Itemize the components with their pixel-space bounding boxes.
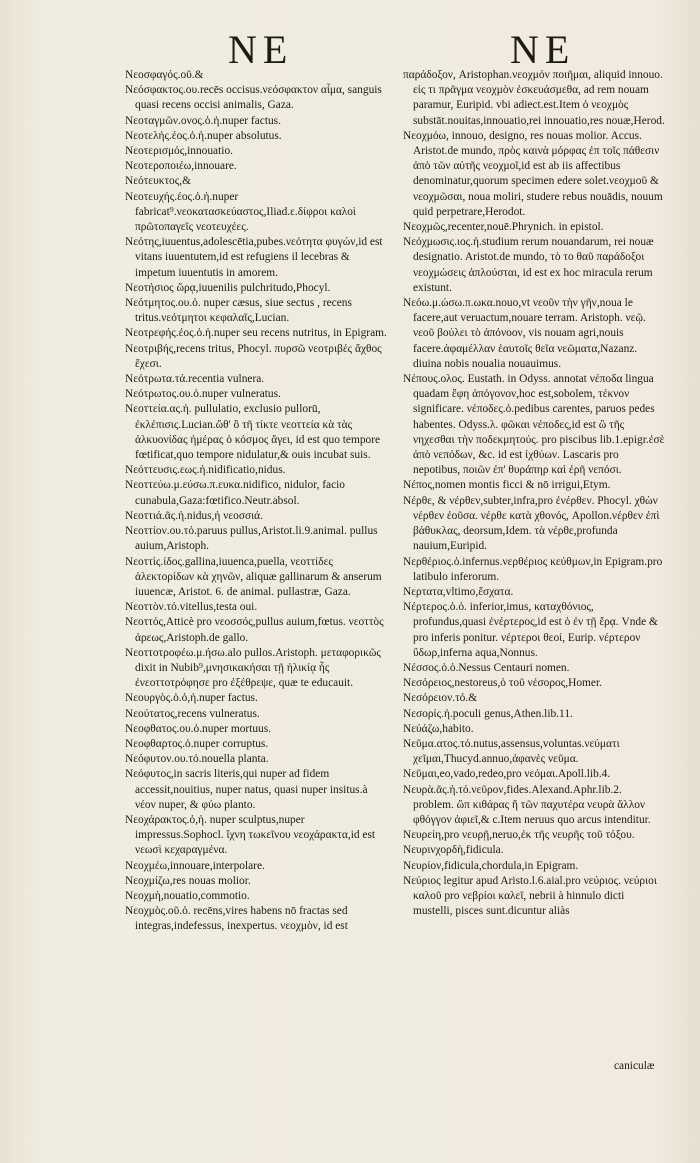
dictionary-entry: Νεόσφακτος.ου.recēs occisus.νεόσφακτον αἷμα, sanguis quasi recens occisi animalis, Gaza. — [125, 84, 382, 112]
dictionary-entry: Νεότρωτα.τά.recentia vulnera. — [125, 373, 265, 386]
dictionary-entry: Νέπους.ολος. Eustath. in Odyss. annotat νέποδα lingua quadam ἔφη ἀπόγονον,hoc est,sobolem, τέκνον significare. νέποδες.ὁ.pedibus carentes, paruos pedes habentes. Odyss.λ. φῶκαι νέποδες,id est ὢ τῆς νηχεσθαι τὴν ποδεκμητούς. pro piscibus lib.1.epigr.ἐσὲ ἀπὸ νεπόδων, &c. id est ἰχθύων. Lascaris pro nepotibus, ποιῶν ἐπ' θυράπηρ καὶ ἐρῆ νεπόσι. — [403, 373, 665, 477]
dictionary-entry: Νεοττός,Atticè pro νεοσσός,pullus auium,fœtus. νεοττὸς ἀρεως,Aristoph.de gallo. — [125, 616, 384, 644]
dictionary-entry: Νεούτατος,recens vulneratus. — [125, 707, 260, 720]
dictionary-entry: Νεοττίον.ου.τό.paruus pullus,Aristot.li.9.animal. pullus auium,Aristoph. — [125, 525, 378, 553]
dictionary-entry: Νεσορίς.ἡ.poculi genus,Athen.lib.11. — [403, 707, 573, 720]
dictionary-entry: Νεοττεία.ας.ἡ. pullulatio, exclusio pullorū, ἐκλέπισις.Lucian.ὥθ' ὃ τῆ τίκτε νεοττεία κὰ τὰς ἀλκυονίδας ἡμέρας ὁ κόσμος ἄγει, id est quo tempore fœtificat,quo tempore nidulatur,& ouis incubat suis. — [125, 403, 381, 462]
dictionary-entry: Νεοχμόω, innouo, designo, res nouas molior. Accus. Aristot.de mundo, πρὸς καινὰ μόρφας ἐπ τοῖς πάθεσιν ἀπὸ τῶν αὐτῆς νεοχμοῖ,id est ab iis affectibus denominatur,quorum specimen edere solet.νεοχμοῦ & νεοχμῶσαι, noua moliri, studere rebus nouādis, nouum quid perpetrare,Herodot. — [403, 129, 663, 218]
left-column — [125, 68, 387, 935]
dictionary-entry: Νεοττοτροφέω.μ.ήσω.alo pullos.Aristoph. μεταφορικῶς dixit in Nubib⁹,μνησικακήσαι τῇ ἡλικίᾳ ἧς ἐνεοττοτρόφησε pro ἐξέθρεψε, quæ te educauit. — [125, 646, 381, 690]
dictionary-entry: Νεῦμα.ατος.τό.nutus,assensus,voluntas.νεύματι χεῖμαι,Thucyd.annuo,ἀφανὲς νεῦμα. — [403, 737, 620, 766]
dictionary-entry: Νεοφθαρτος.ὁ.nuper corruptus. — [125, 737, 269, 750]
dictionary-entry: Νεότης,iuuentus,adolescētia,pubes.νεότητα φυγών,id est vitans iuuentutem,id est refugiens il lecebras & impetum iuuentutis in amorem. — [125, 236, 383, 279]
dictionary-entry: Νεοτήσιος ὥρᾳ,iuuenilis pulchritudo,Phocyl. — [125, 281, 331, 294]
dictionary-entry: Νεσόρειον.τό.& — [403, 692, 478, 705]
dictionary-entry: Νεοτελής.έος.ὁ.ἡ.nuper absolutus. — [125, 129, 282, 142]
dictionary-entry: Νέρτερος.ὁ.ὁ. inferior,imus, καταχθόνιος, profundus,quasi ἐνέρτερος,id est ὁ ἐν τῇ ἔρᾳ. Vnde & pro inferis ponitur. νέρτεροι θεοί, Eurip. νέρτερον ὕδωρ,inferna aqua,Nonnus. — [403, 601, 658, 659]
header-left: NE — [228, 27, 294, 72]
right-column — [403, 68, 665, 919]
dictionary-entry: Νερθέριος.ὁ.infernus.νερθέριος κεύθμων,in Epigram.pro latibulo inferorum. — [403, 555, 663, 583]
dictionary-entry: Νεοχμῶς,recenter,nouē.Phrynich. in epistol. — [403, 221, 604, 234]
dictionary-entry: Νεοχμίζω,res nouas molior. — [125, 874, 251, 887]
dictionary-entry: Νεοτερισμός,innouatio. — [125, 145, 233, 158]
header-right: NE — [510, 27, 576, 72]
dictionary-entry: Νευρὰ.ᾶς.ἡ.τό.νεῦρον,fides.Alexand.Aphr.lib.2. problem. ὥπ κιθάρας ἤ τῶν παχυτέρα νευρὰ ἄλλον φθόγγον ἀφιεῖ,& c.Item neruus quo arcus intenditur. — [403, 783, 651, 826]
dictionary-entry: Νεσόρειος,nestoreus,ὁ τοῦ νέσορος,Homer. — [403, 677, 602, 690]
dictionary-entry: Νέπος,nomen montis ficci & nō irrigui,Etym. — [403, 479, 611, 492]
dictionary-entry: Νεότευκτος,& — [125, 175, 191, 188]
dictionary-entry: Νεοχμέω,innouare,interpolare. — [125, 859, 265, 872]
dictionary-entry: Νεοτευχής.έος.ὁ.ἡ.nuper fabricat⁹.νεοκατασκεύαστος,Iliad.ε.δίφροι καλοὶ πρῶτοπαγεῖς νεοτευχέες. — [125, 190, 356, 234]
dictionary-entry: Νεουργὸς.ὁ.ὁ,ἡ.nuper factus. — [125, 692, 258, 705]
dictionary-entry: Νερτατα,vltimo,ἔσχατα. — [403, 585, 514, 598]
dictionary-entry: Νεόττευσις.εως.ἡ.nidificatio,nidus. — [125, 464, 286, 477]
dictionary-entry: Νεοχμὴ,nouatio,commotio. — [125, 889, 250, 902]
dictionary-entry: Νεότμητος.ου.ὁ. nuper cæsus, siue sectus , recens tritus.νεότμητοι κεφαλαῖς,Lucian. — [125, 297, 352, 325]
dictionary-entry: Νευρινχορδὴ,fidicula. — [403, 844, 504, 857]
dictionary-entry: Νεοττεύω.μ.εύσω.π.ευκα.nidifico, nidulor, facio cunabula,Gaza:fœtifico.Neutr.absol. — [125, 479, 345, 507]
dictionary-entry: Νεύριος legitur apud Aristo.l.6.aial.pro νεύριος. νεύριοι καλοῦ pro νεβρίοι καλεῖ, nebrii à hinnulo dicti mustelli, pisces sunt.dicuntur aliàs — [403, 874, 657, 918]
dictionary-entry: Νεοταγμῶν.ονος.ὁ.ἡ.nuper factus. — [125, 114, 281, 127]
dictionary-entry: Νεόφυτον.ου.τό.nouella planta. — [125, 753, 269, 766]
dictionary-entry: Νεύάζω,habito. — [403, 722, 474, 735]
dictionary-entry: Νεοχάρακτος.ὁ,ἡ. nuper sculptus,nuper impressus.Sophocl. ἴχνη τωκεῖνου νεοχάρακτα,id est νεωσὶ κεχαραγμένα. — [125, 813, 376, 857]
dictionary-entry: Νεοττὶς.ίδος.gallina,iuuenca,puella, νεοττίδες ἀλεκτορίδων κὰ χηνῶν, aliquæ gallinarum & anserum iuuencæ, Aristot. 6. de animal. pullastræ, Gaza. — [125, 555, 382, 598]
dictionary-entry: Νεόω.μ.ώσω.π.ωκα.nouo,vt νεοῦν τὴν γῆν,noua le facere,aut veruactum,nouare terram. Aristoph. νεῷ. νεοῦ βούλει τὸ ἀπόνοον, vis nouam agri,nouis facere.ἀφαμέλλαν ἑαυτοῖς θεῖα νεῶματα,Nazanz. diuina nobis noualia nouauimus. — [403, 297, 646, 370]
dictionary-entry: Νεοτεροποιέω,innouare. — [125, 160, 237, 173]
dictionary-entry: Νεόφυτος,in sacris literis,qui nuper ad fidem accessit,nouitius, nuper natus, quasi nuper insitus.à νέον nuper, & φύω planto. — [125, 768, 368, 811]
dictionary-entry: Νεοχμὸς.οῦ.ὁ. recēns,vires habens nō fractas sed integras,indefessus, inexpertus. νεοχμὸν, id est — [125, 905, 348, 933]
catchword: caniculæ — [614, 1060, 655, 1072]
dictionary-entry: Νέσσος.ὁ.ὁ.Nessus Centauri nomen. — [403, 661, 570, 674]
dictionary-entry: Νευρίον,fidicula,chordula,in Epigram. — [403, 859, 579, 872]
dictionary-entry: Νεοτριβής,recens tritus, Phocyl. πυρσῶ νεοτριβές ἄχθος ἔχεσι. — [125, 342, 382, 370]
dictionary-entry: Νεοφθατος.ου.ὁ.nuper mortuus. — [125, 722, 272, 735]
dictionary-entry: Νεότρωτος.ου.ὁ.nuper vulneratus. — [125, 388, 281, 401]
dictionary-entry: παράδοξον, Aristophan.νεοχμόν ποιῆμαι, aliquid innouo. εἰς τι πρᾶγμα νεοχμὸν ἐσκευάσμεθα, ad rem nouam paramur, Euripid. vbi adiect.est.Item ὁ νεοχμὸς substāt.nouitas,innouatio,rei innouatio,res nouæ,Herod. — [403, 69, 665, 127]
dictionary-entry: Νεοττὸν.τό.vitellus,testa oui. — [125, 601, 258, 614]
dictionary-entry: Νεοττιά.ᾶς.ἡ.nidus,ἡ νεοσσιά. — [125, 509, 263, 522]
dictionary-entry: Νεῦμαι,eo,vado,redeo,pro νεόμαι.Apoll.lib.4. — [403, 768, 611, 781]
dictionary-entry: Νεοτρεφής.έος.ὁ.ἡ.nuper seu recens nutritus, in Epigram. — [125, 327, 387, 340]
dictionary-entry: Νέρθε, & νέρθεν,subter,infra,pro ἐνέρθεν. Phocyl. χθὼν νέρθεν ἐοῦσα. νέρθε κατὰ χθονός, Apollon.νέρθεν ἐπὶ βάθυκλας, deorsum,Idem. τὰ νέρθε,profunda nauium,Euripid. — [403, 494, 660, 553]
running-header — [0, 28, 700, 72]
dictionary-entry: Νεόχμωσις.ιος.ἡ.studium rerum nouandarum, rei nouæ designatio. Aristot.de mundo, τὸ το θαῦ παράδοξοι νεοχμώσεις ἀπλούσται, id est ex hoc miracula rerum existunt. — [403, 236, 654, 294]
dictionary-entry: Νευρείη,pro νευρῇ,neruo,ἐκ τῆς νευρῆς τοῦ τόξου. — [403, 829, 635, 842]
dictionary-entry: Νεοσφαγός.οῦ.& — [125, 69, 204, 81]
